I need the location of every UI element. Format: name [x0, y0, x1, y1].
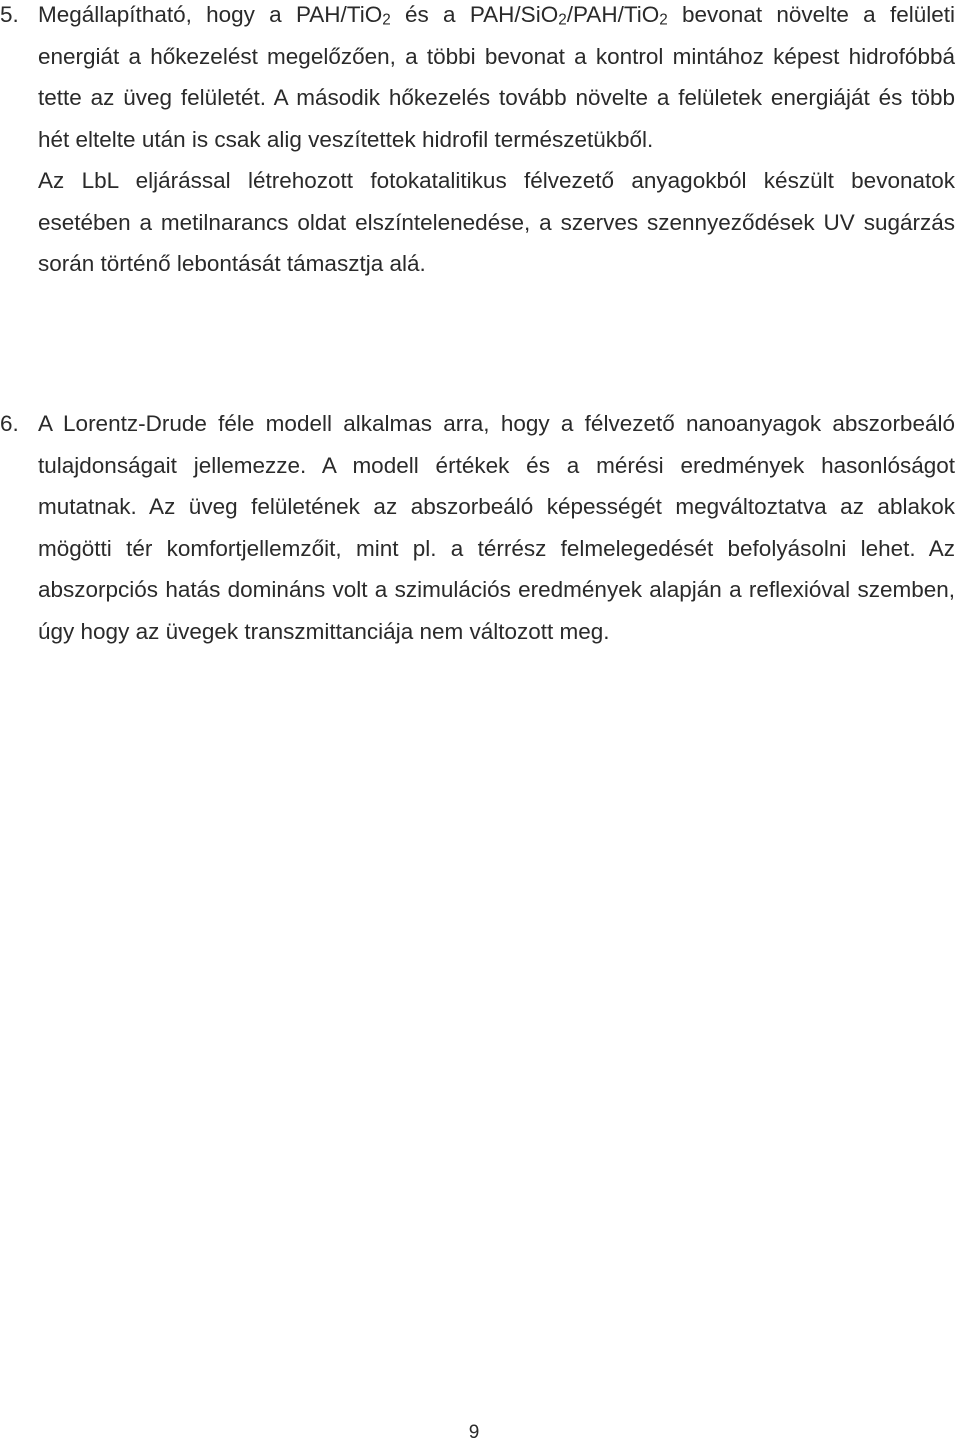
page-number: 9	[468, 1422, 480, 1443]
conclusion-item-5	[0, 0, 955, 285]
text-run: Megállapítható, hogy a PAH/TiO	[38, 2, 383, 27]
item-number: 5.	[0, 2, 19, 27]
conclusion-item-6	[0, 403, 955, 652]
text-run: és a PAH/SiO	[390, 2, 559, 27]
subscript: 2	[558, 11, 567, 29]
paragraph: Az LbL eljárással létrehozott fotokatalitikus félvezető anyagokból készült bevonatok esetében a metilnarancs oldat elszíntelenedése, a szerves szennyeződések UV sugárzás során történő lebontását támasztja alá.	[38, 168, 955, 276]
subscript: 2	[659, 11, 668, 29]
subscript: 2	[382, 11, 391, 29]
item-number: 6.	[0, 411, 19, 436]
paragraph	[38, 0, 955, 160]
text-run: bevonat növelte a felületi energiát a hőkezelést megelőzően, a többi bevonat a kontrol mintához képest hidrofóbbá tette az üveg felületét. A második hőkezelés tovább növelte a felületek energiáját és több hét eltelte után is csak alig veszítettek hidrofil természetükből.	[38, 2, 956, 152]
text-run: /PAH/TiO	[566, 2, 660, 27]
item-body	[38, 0, 955, 285]
paragraph: A Lorentz-Drude féle modell alkalmas arra, hogy a félvezető nanoanyagok abszorbeáló tulajdonságait jellemezze. A modell értékek és a mérési eredmények hasonlóságot mutatnak. Az üveg felületének az abszorbeáló képességét megváltoztatva az ablakok mögötti tér komfortjellemzőit, mint pl. a térrész felmelegedését befolyásolni lehet. Az abszorpciós hatás domináns volt a szimulációs eredmények alapján a reflexióval szemben, úgy hogy az üvegek transzmittanciája nem változott meg.	[38, 411, 955, 644]
item-body	[38, 403, 955, 652]
